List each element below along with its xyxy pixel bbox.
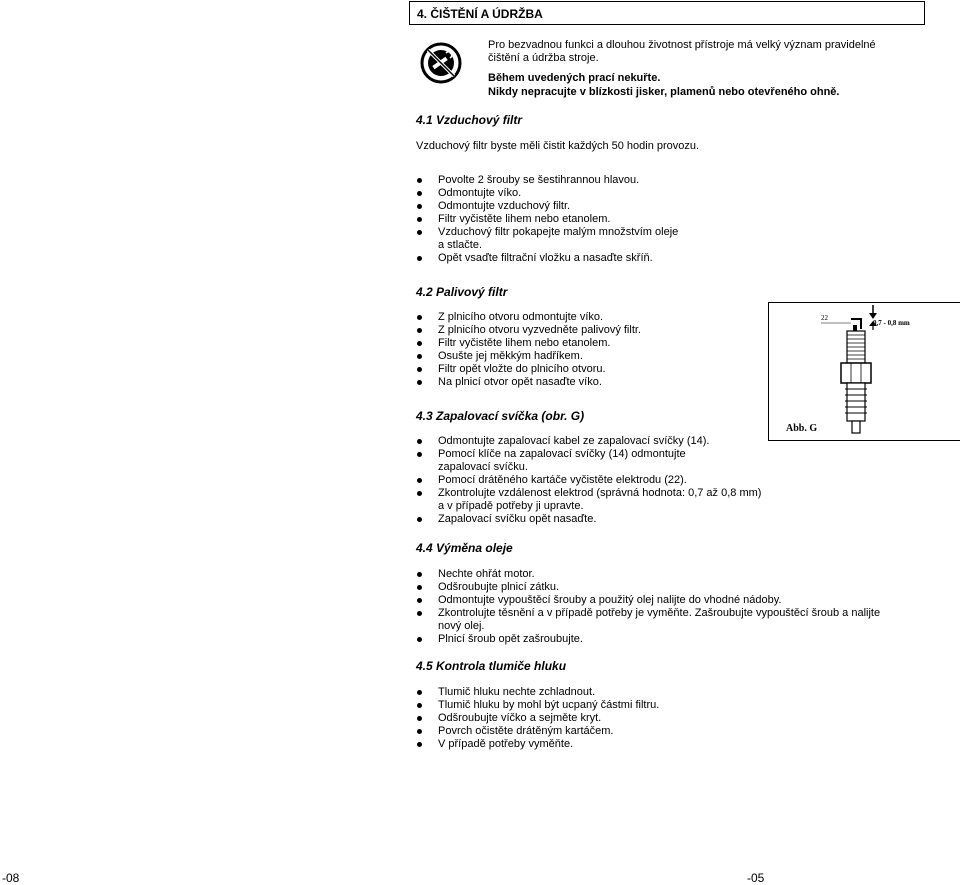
list-item: Z plnicího otvoru vyzvedněte palivový filtr. <box>438 324 641 337</box>
list-item: Odmontujte vypouštěcí šrouby a použitý olej nalijte do vhodné nádoby. <box>438 594 880 607</box>
section-4-2-list <box>438 311 641 389</box>
list-item: Zapalovací svíčku opět nasaďte. <box>438 513 761 526</box>
spark-plug-icon <box>769 303 960 440</box>
warning-line-2: Nikdy nepracujte v blízkosti jisker, plamenů nebo otevřeného ohně. <box>488 86 840 98</box>
list-item: Na plnicí otvor opět nasaďte víko. <box>438 376 641 389</box>
list-item: Pomocí klíče na zapalovací svíčky (14) odmontujte <box>438 448 761 461</box>
figure-caption: Abb. G <box>786 423 818 434</box>
bullet-icon <box>417 690 422 695</box>
list-item: Filtr vyčistěte lihem nebo etanolem. <box>438 213 678 226</box>
list-item: Tlumič hluku nechte zchladnout. <box>438 686 659 699</box>
bullet-icon <box>417 204 422 209</box>
section-header: 4. ČIŠTĚNÍ A ÚDRŽBA <box>409 1 925 25</box>
section-4-4-list <box>438 568 880 646</box>
bullet-icon <box>417 585 422 590</box>
bullet-icon <box>417 439 422 444</box>
section-4-1-title: 4.1 Vzduchový filtr <box>416 113 523 127</box>
list-item: Odšroubujte plnicí zátku. <box>438 581 880 594</box>
list-item-continuation: zapalovací svíčku. <box>438 461 528 473</box>
list-item: Filtr opět vložte do plnicího otvoru. <box>438 363 641 376</box>
bullet-icon <box>417 256 422 261</box>
list-item: Vzduchový filtr pokapejte malým množstvím oleje <box>438 226 678 239</box>
section-4-1-list <box>438 174 678 265</box>
intro-line-1: Pro bezvadnou funkci a dlouhou životnost přístroje má velký význam pravidelné <box>488 39 876 51</box>
bullet-icon <box>417 452 422 457</box>
bullet-icon <box>417 572 422 577</box>
list-item: Odmontujte vzduchový filtr. <box>438 200 678 213</box>
list-item: Odmontujte víko. <box>438 187 678 200</box>
list-item: Povrch očistěte drátěným kartáčem. <box>438 725 659 738</box>
list-item: V případě potřeby vyměňte. <box>438 738 659 751</box>
warning-line-1: Během uvedených prací nekuřte. <box>488 72 661 84</box>
list-item: Zkontrolujte těsnění a v případě potřeby je vyměňte. Zašroubujte vypouštěcí šroub a nalijte <box>438 607 880 620</box>
bullet-icon <box>417 478 422 483</box>
bullet-icon <box>417 354 422 359</box>
bullet-icon <box>417 703 422 708</box>
bullet-icon <box>417 491 422 496</box>
section-4-1-note: Vzduchový filtr byste měli čistit každých 50 hodin provozu. <box>416 140 700 152</box>
bullet-icon <box>417 637 422 642</box>
bullet-icon <box>417 315 422 320</box>
list-item: Filtr vyčistěte lihem nebo etanolem. <box>438 337 641 350</box>
spark-plug-figure <box>768 302 960 441</box>
bullet-icon <box>417 341 422 346</box>
section-4-4-title: 4.4 Výměna oleje <box>416 541 513 555</box>
intro-line-2: čištění a údržba stroje. <box>488 52 599 64</box>
no-smoking-icon <box>420 42 462 84</box>
section-4-3-title: 4.3 Zapalovací svíčka (obr. G) <box>416 409 585 423</box>
section-4-5-title: 4.5 Kontrola tlumiče hluku <box>416 659 567 673</box>
bullet-icon <box>417 367 422 372</box>
list-item: Nechte ohřát motor. <box>438 568 880 581</box>
section-4-2-title: 4.2 Palivový filtr <box>416 285 508 299</box>
list-item: Z plnicího otvoru odmontujte víko. <box>438 311 641 324</box>
figure-gap-label: 0,7 - 0,8 mm <box>873 319 910 327</box>
list-item: Odmontujte zapalovací kabel ze zapalovací svíčky (14). <box>438 435 761 448</box>
bullet-icon <box>417 217 422 222</box>
list-item: Odšroubujte víčko a sejměte kryt. <box>438 712 659 725</box>
list-item-continuation: nový olej. <box>438 620 485 632</box>
list-item: Opět vsaďte filtrační vložku a nasaďte skříň. <box>438 252 678 265</box>
bullet-icon <box>417 328 422 333</box>
list-item: Osušte jej měkkým hadříkem. <box>438 350 641 363</box>
list-item: Plnicí šroub opět zašroubujte. <box>438 633 880 646</box>
list-item: Povolte 2 šrouby se šestihrannou hlavou. <box>438 174 678 187</box>
list-item-continuation: a v případě potřeby ji upravte. <box>438 500 584 512</box>
page-number-right: -05 <box>747 871 765 885</box>
list-item-continuation: a stlačte. <box>438 239 483 251</box>
bullet-icon <box>417 230 422 235</box>
list-item: Pomocí drátěného kartáče vyčistěte elektrodu (22). <box>438 474 761 487</box>
list-item: Tlumič hluku by mohl být ucpaný částmi filtru. <box>438 699 659 712</box>
page-number-left: -08 <box>2 871 20 885</box>
bullet-icon <box>417 729 422 734</box>
bullet-icon <box>417 716 422 721</box>
bullet-icon <box>417 380 422 385</box>
bullet-icon <box>417 191 422 196</box>
figure-label-number: 22 <box>821 314 828 322</box>
section-4-5-list <box>438 686 659 751</box>
bullet-icon <box>417 178 422 183</box>
bullet-icon <box>417 517 422 522</box>
bullet-icon <box>417 742 422 747</box>
bullet-icon <box>417 611 422 616</box>
list-item: Zkontrolujte vzdálenost elektrod (správná hodnota: 0,7 až 0,8 mm) <box>438 487 761 500</box>
bullet-icon <box>417 598 422 603</box>
section-4-3-list <box>438 435 761 526</box>
